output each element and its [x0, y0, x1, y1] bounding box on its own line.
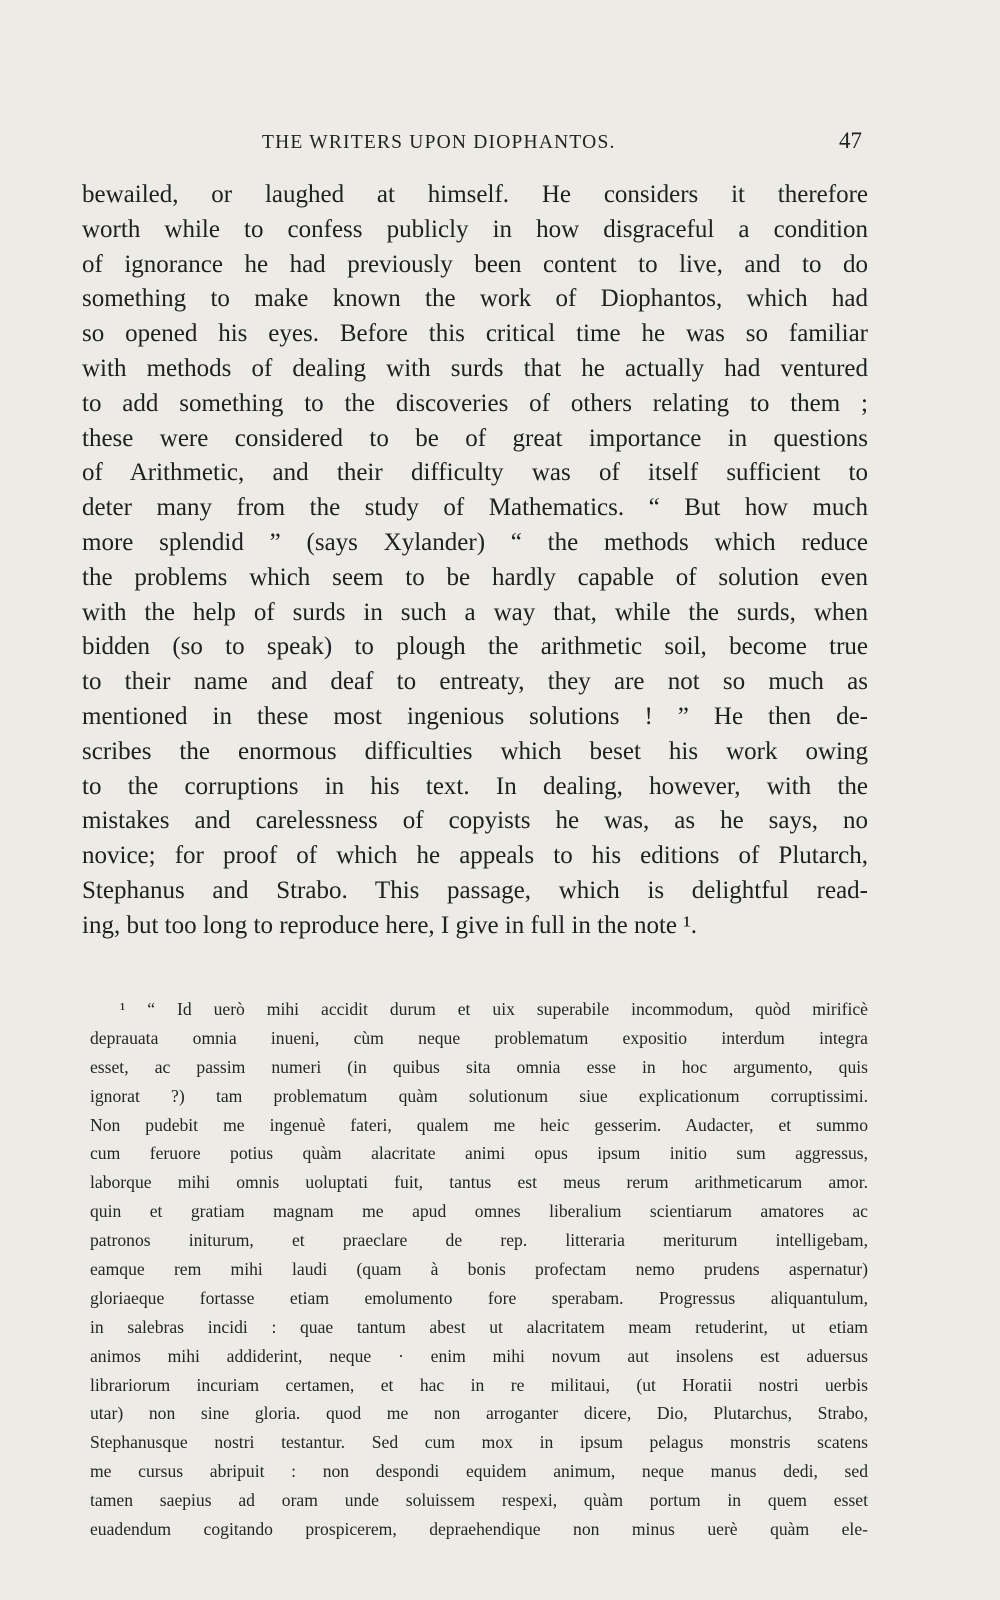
- footnote-line: euadendum cogitando prospicerem, depraehendique non minus uerè quàm ele-: [90, 1519, 868, 1540]
- body-line: to add something to the discoveries of others relating to them ;: [82, 389, 868, 417]
- footnote-line: ¹ “ Id uerò mihi accidit durum et uix superabile incommodum, quòd mirificè: [120, 999, 868, 1019]
- footnote-line: me cursus abripuit : non despondi equidem animum, neque manus dedi, sed: [90, 1461, 868, 1482]
- running-title: THE WRITERS UPON DIOPHANTOS.: [262, 132, 616, 153]
- running-head: [262, 128, 862, 162]
- body-line: bidden (so to speak) to plough the arithmetic soil, become true: [82, 633, 868, 661]
- footnote-line: ignorat ?) tam problematum quàm solutionum siue explicationum corruptissimi.: [90, 1085, 868, 1106]
- body-line: to the corruptions in his text. In dealing, however, with the: [82, 772, 868, 800]
- footnote-line: gloriaeque fortasse etiam emolumento fore sperabam. Progressus aliquantulum,: [90, 1287, 868, 1308]
- body-line: mentioned in these most ingenious solutions ! ” He then de-: [82, 702, 868, 730]
- body-line: to their name and deaf to entreaty, they are not so much as: [82, 668, 868, 696]
- body-line: mistakes and carelessness of copyists he was, as he says, no: [82, 807, 868, 835]
- body-line: scribes the enormous difficulties which beset his work owing: [82, 737, 868, 765]
- body-line: ing, but too long to reproduce here, I give in full in the note ¹.: [82, 911, 697, 939]
- footnote: [90, 995, 868, 1544]
- page-number: 47: [839, 128, 862, 153]
- footnote-line: tamen saepius ad oram unde soluissem respexi, quàm portum in quem esset: [90, 1490, 868, 1511]
- body-line: something to make known the work of Diophantos, which had: [82, 285, 868, 313]
- body-text: [82, 178, 868, 944]
- body-line: with the help of surds in such a way that, while the surds, when: [82, 598, 868, 626]
- footnote-line: deprauata omnia inueni, cùm neque problematum expositio interdum integra: [90, 1027, 868, 1048]
- footnote-line: Non pudebit me ingenuè fateri, qualem me heic gesserim. Audacter, et summo: [90, 1114, 868, 1135]
- body-line: bewailed, or laughed at himself. He considers it therefore: [82, 181, 868, 208]
- body-line: so opened his eyes. Before this critical time he was so familiar: [82, 320, 868, 348]
- footnote-line: cum feruore potius quàm alacritate animi opus ipsum initio sum aggressus,: [90, 1143, 868, 1164]
- footnote-line: laborque mihi omnis uoluptati fuit, tantus est meus rerum arithmeticarum amor.: [90, 1172, 868, 1193]
- footnote-line: esset, ac passim numeri (in quibus sita omnia esse in hoc argumento, quis: [90, 1056, 868, 1077]
- footnote-line: patronos initurum, et praeclare de rep. litteraria meriturum intelligebam,: [90, 1230, 868, 1251]
- footnote-line: quin et gratiam magnam me apud omnes liberalium scientiarum amatores ac: [90, 1201, 868, 1222]
- body-line: worth while to confess publicly in how disgraceful a condition: [82, 215, 868, 243]
- footnote-line: in salebras incidi : quae tantum abest ut alacritatem meam retuderint, ut etiam: [90, 1316, 868, 1337]
- footnote-line: utar) non sine gloria. quod me non arroganter dicere, Dio, Plutarchus, Strabo,: [90, 1403, 868, 1424]
- body-line: the problems which seem to be hardly capable of solution even: [82, 563, 868, 591]
- body-line: novice; for proof of which he appeals to his editions of Plutarch,: [82, 842, 868, 870]
- footnote-line: Stephanusque nostri testantur. Sed cum mox in ipsum pelagus monstris scatens: [90, 1432, 868, 1453]
- footnote-line: eamque rem mihi laudi (quam à bonis profectam nemo prudens aspernatur): [90, 1259, 868, 1280]
- footnote-line: animos mihi addiderint, neque · enim mihi novum aut insolens est aduersus: [90, 1345, 868, 1366]
- body-line: of Arithmetic, and their difficulty was of itself sufficient to: [82, 459, 868, 487]
- body-line: of ignorance he had previously been content to live, and to do: [82, 250, 868, 278]
- body-line: with methods of dealing with surds that he actually had ventured: [82, 354, 868, 382]
- body-line: Stephanus and Strabo. This passage, which is delightful read-: [82, 876, 868, 904]
- body-line: deter many from the study of Mathematics. “ But how much: [82, 494, 868, 522]
- footnote-line: librariorum incuriam certamen, et hac in re militaui, (ut Horatii nostri uerbis: [90, 1374, 868, 1395]
- body-line: more splendid ” (says Xylander) “ the methods which reduce: [82, 528, 868, 556]
- body-line: these were considered to be of great importance in questions: [82, 424, 868, 452]
